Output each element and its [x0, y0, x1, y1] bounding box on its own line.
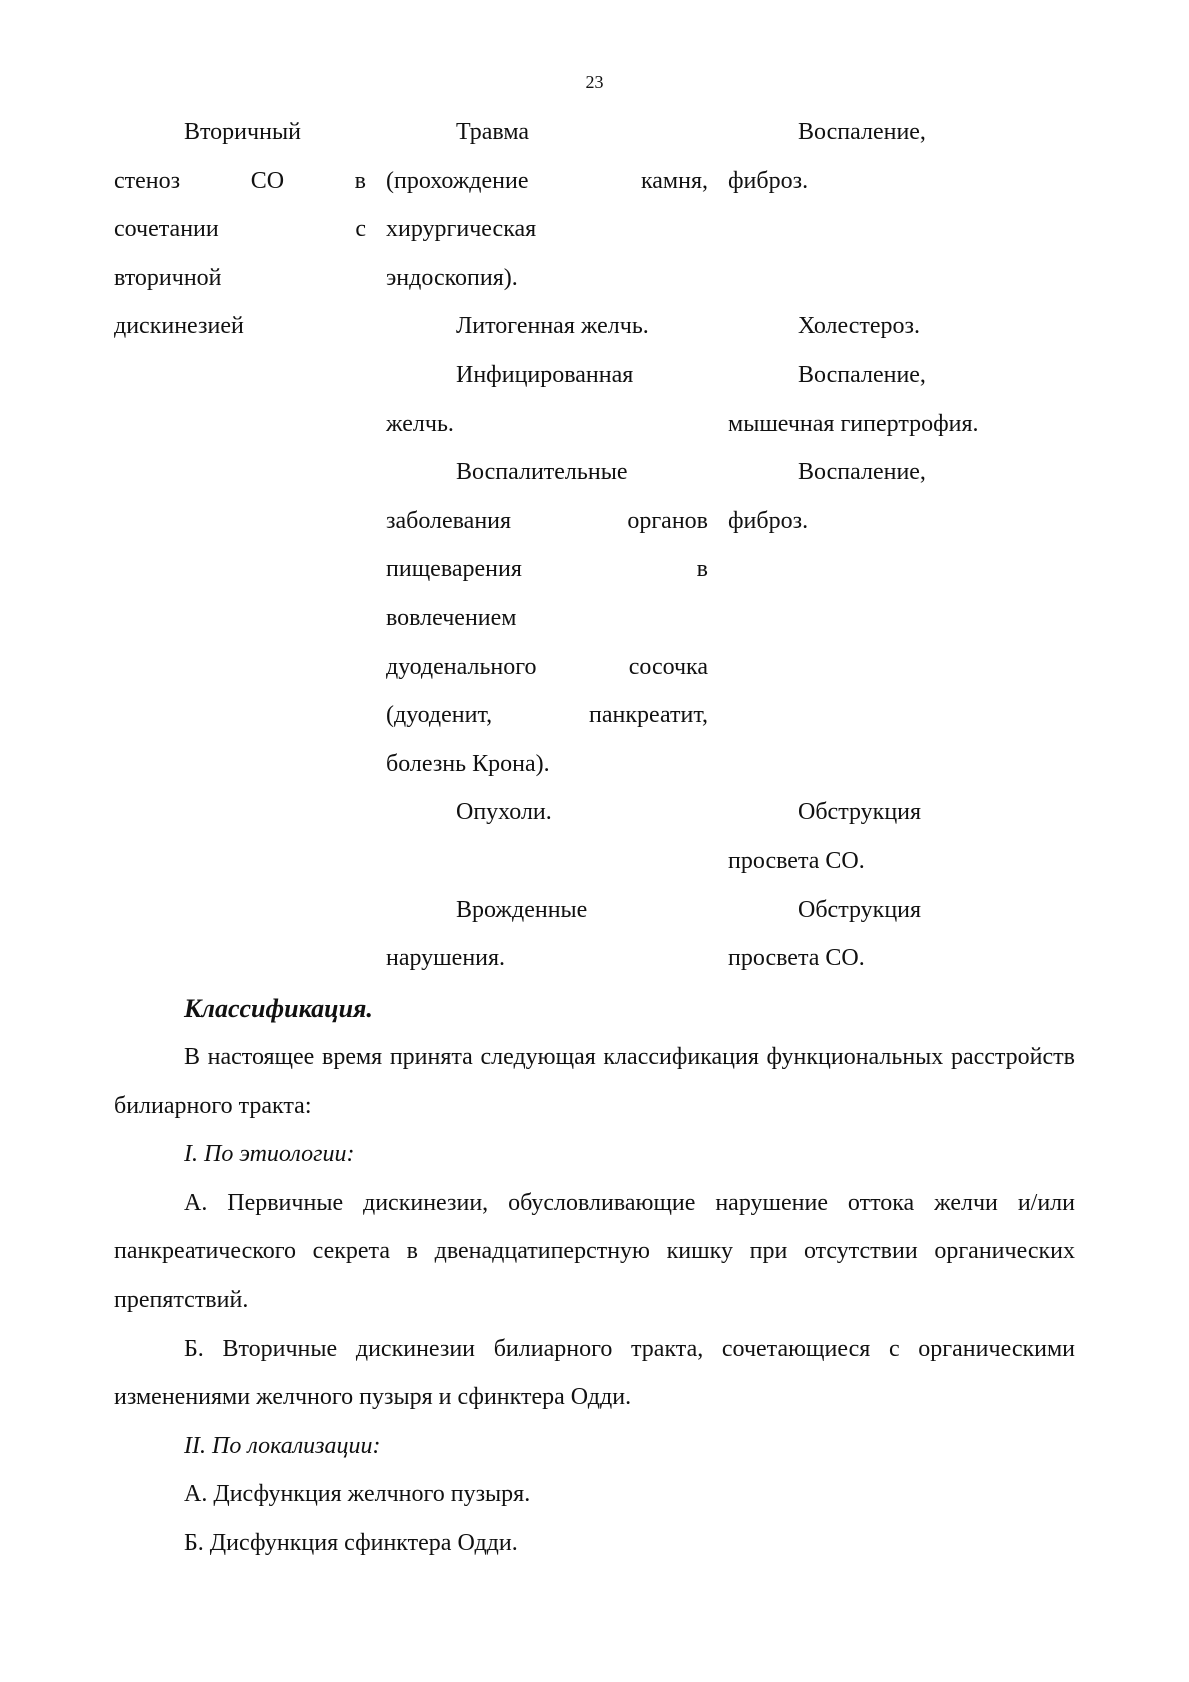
effect-line: Воспаление,: [798, 119, 926, 145]
effect-line: просвета СО.: [728, 945, 865, 972]
cause-line: Опухоли.: [456, 799, 552, 826]
table-cell-category: [114, 108, 386, 302]
table-cell-cause: [386, 448, 728, 788]
cause-line: эндоскопия).: [386, 264, 518, 291]
table-cell-category: [114, 351, 386, 448]
table-row: [114, 886, 1044, 983]
etiology-table: [114, 108, 1044, 983]
page-number: 23: [585, 72, 604, 92]
section-heading: Классификация.: [184, 994, 373, 1023]
effect-line: Обструкция: [798, 896, 922, 923]
table-cell-cause: [386, 788, 728, 885]
cause-line: Воспалительные: [456, 459, 628, 486]
table-cell-cause: [386, 302, 728, 351]
table-cell-category: [114, 302, 386, 351]
effect-line: Воспаление,: [798, 361, 926, 388]
localization-title: II. По локализации:: [184, 1432, 381, 1459]
cause-line: Врожденные: [456, 896, 588, 923]
table-cell-category: [114, 886, 386, 983]
table-row: [114, 448, 1044, 788]
effect-line: мышечная гипертрофия.: [728, 410, 979, 437]
cause-line: пищеварения в: [386, 556, 708, 583]
cause-line: заболевания органов: [386, 507, 708, 534]
cause-line: вовлечением: [386, 604, 517, 631]
table-cell-effect: [728, 108, 1044, 302]
category-line: стеноз СО в: [114, 167, 366, 194]
table-cell-cause: [386, 108, 728, 302]
table-cell-category: [114, 448, 386, 788]
table-row: [114, 788, 1044, 885]
cause-line: нарушения.: [386, 945, 506, 972]
effect-line: Воспаление,: [798, 459, 926, 486]
cause-line: болезнь Крона).: [386, 750, 550, 777]
localization-item-a: А. Дисфункция желчного пузыря.: [184, 1481, 531, 1508]
etiology-title: I. По этиологии:: [184, 1141, 355, 1168]
category-line: вторичной: [114, 264, 222, 291]
table-cell-effect: [728, 448, 1044, 788]
effect-line: фиброз.: [728, 167, 809, 194]
cause-line: (прохождение камня,: [386, 167, 708, 194]
table-cell-effect: [728, 351, 1044, 448]
intro-paragraph: В настоящее время принята следующая классификация функциональных расстройств билиарного тракта:: [114, 1044, 1075, 1119]
cause-line: дуоденального сосочка: [386, 653, 708, 680]
cause-line: хирургическая: [386, 216, 537, 243]
cause-line: (дуоденит, панкреатит,: [386, 702, 708, 729]
table-cell-effect: [728, 788, 1044, 885]
etiology-item-b: Б. Вторичные дискинезии билиарного тракта, сочетающиеся с органическими изменениями желчного пузыря и сфинктера Одди.: [114, 1335, 1075, 1411]
cause-line: Литогенная желчь.: [456, 313, 649, 340]
table-cell-category: [114, 788, 386, 885]
category-line: Вторичный: [184, 119, 301, 145]
effect-line: Обструкция: [798, 799, 922, 826]
localization-item-b: Б. Дисфункция сфинктера Одди.: [184, 1529, 518, 1556]
classification-section: [114, 985, 1075, 1568]
table-cell-cause: [386, 351, 728, 448]
effect-line: фиброз.: [728, 507, 809, 534]
cause-line: желчь.: [386, 410, 454, 437]
cause-line: Инфицированная: [456, 361, 634, 388]
category-line: дискинезией: [114, 313, 244, 340]
table-cell-effect: [728, 302, 1044, 351]
table-row: [114, 302, 1044, 351]
table-cell-cause: [386, 886, 728, 983]
table-row: [114, 351, 1044, 448]
etiology-item-a: А. Первичные дискинезии, обусловливающие нарушение оттока желчи и/или панкреатического секрета в двенадцатиперстную кишку при отсутствии органических препятствий.: [114, 1189, 1075, 1313]
table-cell-effect: [728, 886, 1044, 983]
effect-line: просвета СО.: [728, 847, 865, 874]
category-line: сочетании с: [114, 216, 366, 243]
cause-line: Травма: [456, 119, 529, 145]
table-row: [114, 108, 1044, 302]
effect-line: Холестероз.: [798, 313, 921, 340]
